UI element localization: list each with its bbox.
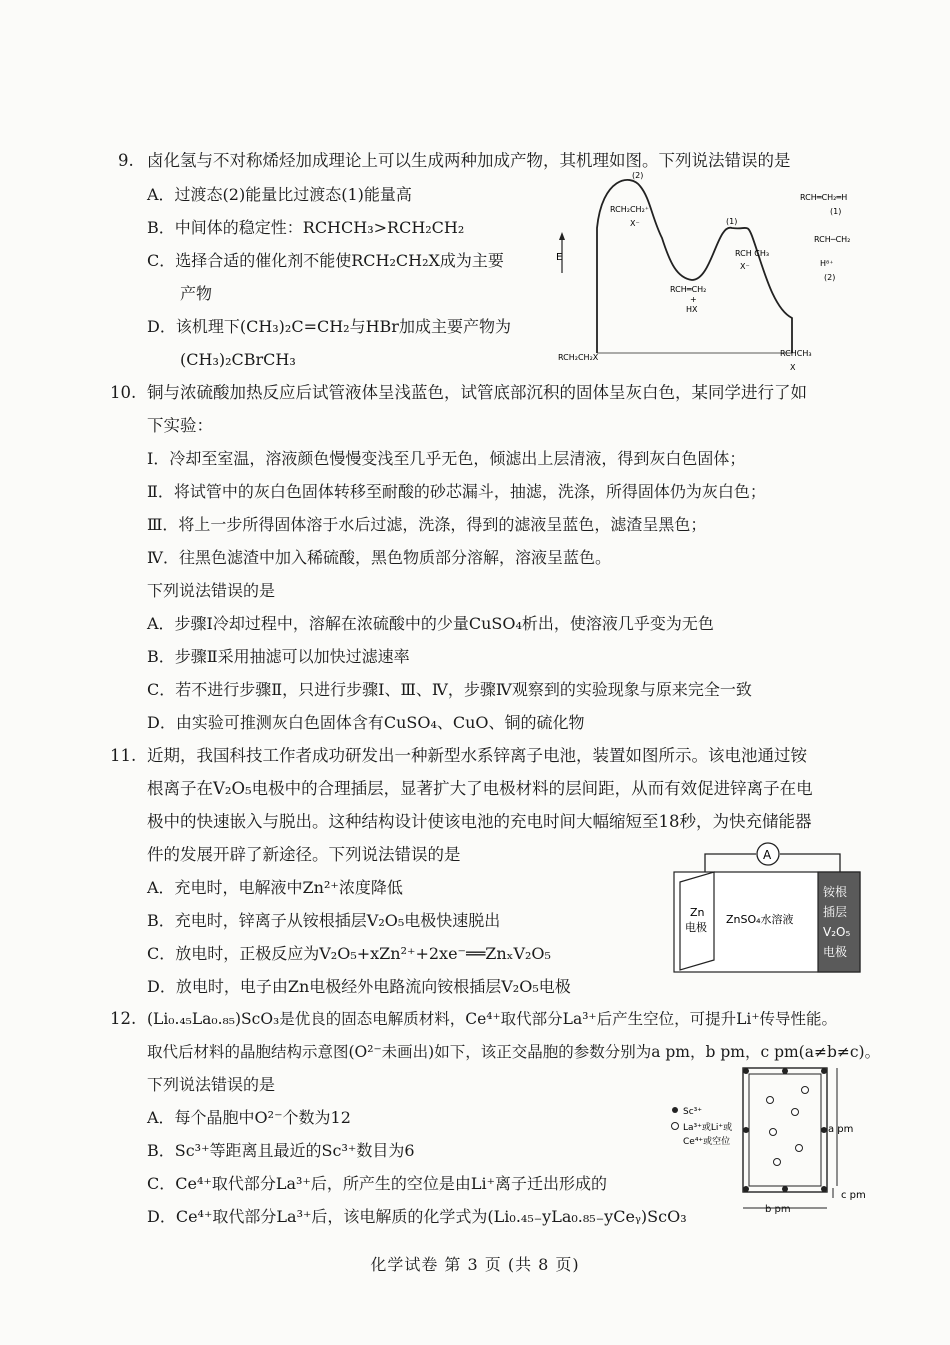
zn-electrode-label-2: 电极 [685, 921, 707, 934]
reactant-plus: + [690, 295, 697, 304]
question-stem: 卤化氢与不对称烯烃加成理论上可以生成两种加成产物，其机理如图。下列说法错误的是 [147, 151, 791, 170]
cation-site [774, 1159, 781, 1166]
step-2: Ⅱ．将试管中的灰白色固体转移至耐酸的砂芯漏斗，抽滤，洗涤，所得固体仍为灰白色； [147, 482, 766, 501]
question-number: 11. [110, 746, 137, 765]
option-c: C．放电时，正极反应为V₂O₅+xZn²⁺+2xe⁻══ZnₓV₂O₅ [147, 944, 551, 963]
a-label: a pm [828, 1124, 854, 1135]
unit-cell-diagram [665, 1060, 880, 1220]
cation-site [767, 1097, 774, 1104]
la-li-ce-legend-icon [672, 1123, 679, 1130]
unit-cell-front [743, 1068, 827, 1192]
step-3: Ⅲ．将上一步所得固体溶于水后过滤，洗涤，得到的滤液呈蓝色，滤渣呈黑色； [147, 515, 707, 534]
question-stem-continued: 取代后材料的晶胞结构示意图(O²⁻未画出)如下，该正交晶胞的参数分别为a pm，b pm，c pm(a≠b≠c)。 [147, 1043, 881, 1061]
ts1-species: RCH CH₃ [735, 249, 770, 258]
option-b-text: B．中间体的稳定性： [147, 218, 303, 237]
question-number: 9. [118, 151, 134, 170]
option-b-formula: RCHCH₃>RCH₂CH₂ [302, 218, 465, 237]
page-footer: 化学试卷 第 3 页 (共 8 页) [370, 1255, 580, 1274]
cathode-label-2: 插层 [823, 905, 848, 919]
option-b: B．步骤Ⅱ采用抽滤可以加快过滤速率 [147, 647, 410, 666]
question-stem-continued: 极中的快速嵌入与脱出。这种结构设计使该电池的充电时间大幅缩短至18秒，为快充储能器 [147, 812, 812, 831]
question-stem-continued: 件的发展开辟了新途径。下列说法错误的是 [147, 845, 461, 864]
option-d: D．放电时，电子由Zn电极经外电路流向铵根插层V₂O₅电极 [147, 977, 571, 996]
step-4: Ⅳ．往黑色滤渣中加入稀硫酸，黑色物质部分溶解，溶液呈蓝色。 [147, 548, 611, 567]
reactant-alkene: RCH═CH₂ [670, 285, 707, 294]
legend-sc: Sc³⁺ [683, 1107, 703, 1117]
step-1: Ⅰ．冷却至室温，溶液颜色慢慢变浅至几乎无色，倾滤出上层清液，得到灰白色固体； [147, 449, 746, 468]
electrolyte-label: ZnSO₄水溶液 [726, 913, 794, 926]
option-d-continued: (CH₃)₂CBrCH₃ [180, 350, 296, 369]
ts1-anion: X⁻ [740, 262, 750, 271]
question-ask: 下列说法错误的是 [147, 1075, 276, 1094]
sc-ion-legend-icon [672, 1107, 678, 1113]
question-stem-continued: 根离子在V₂O₅电极中的合理插层，显著扩大了电极材料的层间距，从而有效促进锌离子在电 [147, 779, 813, 798]
cation-site [802, 1087, 809, 1094]
question-stem: (Li₀.₄₅La₀.₈₅)ScO₃是优良的固态电解质材料，Ce⁴⁺取代部分La³⁺后产生空位，可提升Li⁺传导性能。 [147, 1010, 838, 1028]
option-a: A．过渡态(2)能量比过渡态(1)能量高 [147, 185, 412, 204]
unit-cell-back [749, 1074, 821, 1186]
legend-1-num: (1) [830, 207, 842, 216]
question-stem: 近期，我国科技工作者成功研发出一种新型水系锌离子电池，装置如图所示。该电池通过铵 [147, 746, 807, 765]
sc-ion [821, 1068, 827, 1074]
wire-left [705, 854, 756, 872]
sc-ion [782, 1068, 788, 1074]
ts1-label: (1) [726, 217, 738, 226]
legend-2-num: (2) [824, 273, 836, 282]
product-right: RCHCH₃ [780, 349, 812, 358]
arrow-head [559, 232, 565, 240]
legend-other-1: La³⁺或Li⁺或 [683, 1123, 733, 1133]
ts2-anion: X⁻ [630, 219, 640, 228]
option-d: D．由实验可推测灰白色固体含有CuSO₄、CuO、铜的硫化物 [147, 713, 585, 732]
option-c: C．选择合适的催化剂不能使RCH₂CH₂X成为主要 [147, 251, 504, 270]
sc-ion [821, 1127, 827, 1133]
option-d: D．该机理下(CH₃)₂C=CH₂与HBr加成主要产物为 [147, 317, 511, 336]
sc-ion [743, 1127, 749, 1133]
legend-2-h: H⁸⁺ [820, 259, 834, 268]
question-ask: 下列说法错误的是 [147, 581, 276, 600]
option-a: A．每个晶胞中O²⁻个数为12 [147, 1108, 351, 1127]
ts2-label: (2) [632, 171, 644, 180]
cation-site [796, 1145, 803, 1152]
cation-site [792, 1109, 799, 1116]
sc-ion [821, 1186, 827, 1192]
cathode-label-1: 铵根 [823, 885, 848, 899]
question-number: 10. [110, 383, 137, 402]
cathode-label-4: 电极 [823, 945, 848, 959]
sc-ion [743, 1068, 749, 1074]
option-b: B．Sc³⁺等距离且最近的Sc³⁺数目为6 [147, 1141, 415, 1160]
question-stem-continued: 下实验： [147, 416, 213, 435]
battery-diagram [668, 842, 868, 977]
cathode-label-3: V₂O₅ [823, 925, 851, 939]
option-b: B．充电时，锌离子从铵根插层V₂O₅电极快速脱出 [147, 911, 501, 930]
legend-2-formula: RCH─CH₂ [814, 235, 851, 244]
energy-profile-diagram [552, 168, 852, 373]
c-label: c pm [841, 1190, 866, 1201]
legend-other-2: Ce⁴⁺或空位 [683, 1137, 731, 1147]
product-right-x: X [790, 363, 796, 372]
option-c: C．若不进行步骤Ⅱ，只进行步骤Ⅰ、Ⅲ、Ⅳ，步骤Ⅳ观察到的实验现象与原来完全一致 [147, 680, 752, 699]
ammeter-label: A [763, 848, 772, 862]
option-c: C．Ce⁴⁺取代部分La³⁺后，所产生的空位是由Li⁺离子迁出形成的 [147, 1174, 608, 1193]
option-a: A．步骤Ⅰ冷却过程中，溶解在浓硫酸中的少量CuSO₄析出，使溶液几乎变为无色 [147, 614, 714, 633]
option-b [147, 217, 464, 239]
zn-electrode-label-1: Zn [690, 906, 705, 919]
sc-ion [782, 1186, 788, 1192]
ts2-species: RCH₂CH₂⁺ [610, 205, 649, 214]
product-left: RCH₂CH₂X [558, 353, 599, 362]
question-number: 12. [110, 1009, 137, 1028]
b-label: b pm [765, 1204, 791, 1215]
legend-1-formula: RCH═CH₂═H [800, 193, 848, 202]
sc-ion [743, 1186, 749, 1192]
option-a: A．充电时，电解液中Zn²⁺浓度降低 [147, 878, 403, 897]
option-d: D．Ce⁴⁺取代部分La³⁺后，该电解质的化学式为(Li₀.₄₅₋yLa₀.₈₅₋yCeᵧ)ScO₃ [147, 1207, 687, 1226]
energy-axis-label: E [556, 252, 563, 263]
cation-site [770, 1129, 777, 1136]
wire-right [780, 854, 840, 872]
question-stem: 铜与浓硫酸加热反应后试管液体呈浅蓝色，试管底部沉积的固体呈灰白色，某同学进行了如 [147, 383, 807, 402]
option-c-continued: 产物 [180, 284, 213, 303]
reactant-hx: HX [686, 305, 698, 314]
